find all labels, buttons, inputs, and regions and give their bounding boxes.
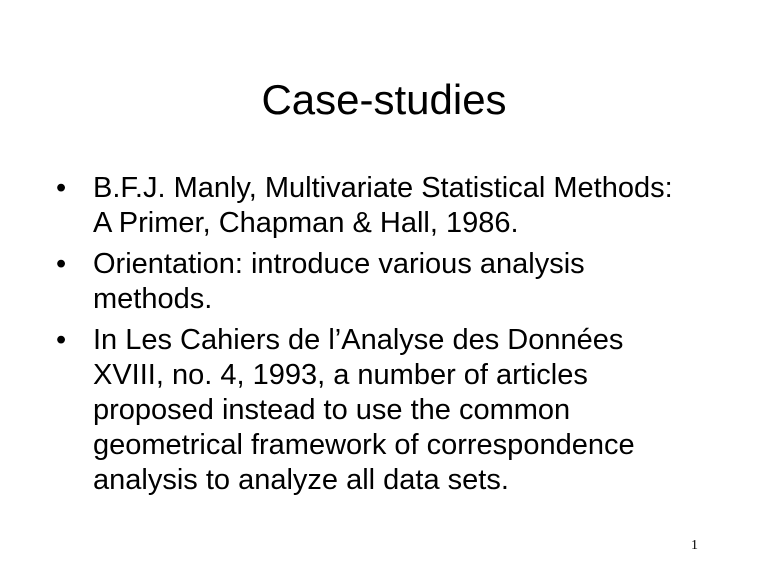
bullet-line: A Primer, Chapman & Hall, 1986. — [93, 207, 519, 239]
bullet-item — [56, 171, 716, 241]
bullet-line: analysis to analyze all data sets. — [93, 464, 509, 496]
bullet-icon: • — [56, 324, 67, 356]
bullet-line: XVIII, no. 4, 1993, a number of articles — [93, 359, 588, 391]
bullet-icon: • — [56, 248, 67, 280]
bullet-line: B.F.J. Manly, Multivariate Statistical Methods: — [93, 172, 673, 204]
bullet-line: methods. — [93, 283, 213, 315]
page-number: 1 — [691, 538, 698, 553]
bullet-line: Orientation: introduce various analysis — [93, 248, 585, 280]
slide-title: Case-studies — [261, 76, 507, 123]
bullet-line: proposed instead to use the common — [93, 394, 571, 426]
bullet-item — [56, 323, 716, 498]
bullet-item — [56, 247, 716, 317]
bullet-list — [56, 171, 716, 504]
bullet-line: In Les Cahiers de l’Analyse des Données — [93, 324, 624, 356]
bullet-line: geometrical framework of correspondence — [93, 429, 635, 461]
bullet-icon: • — [56, 172, 67, 204]
